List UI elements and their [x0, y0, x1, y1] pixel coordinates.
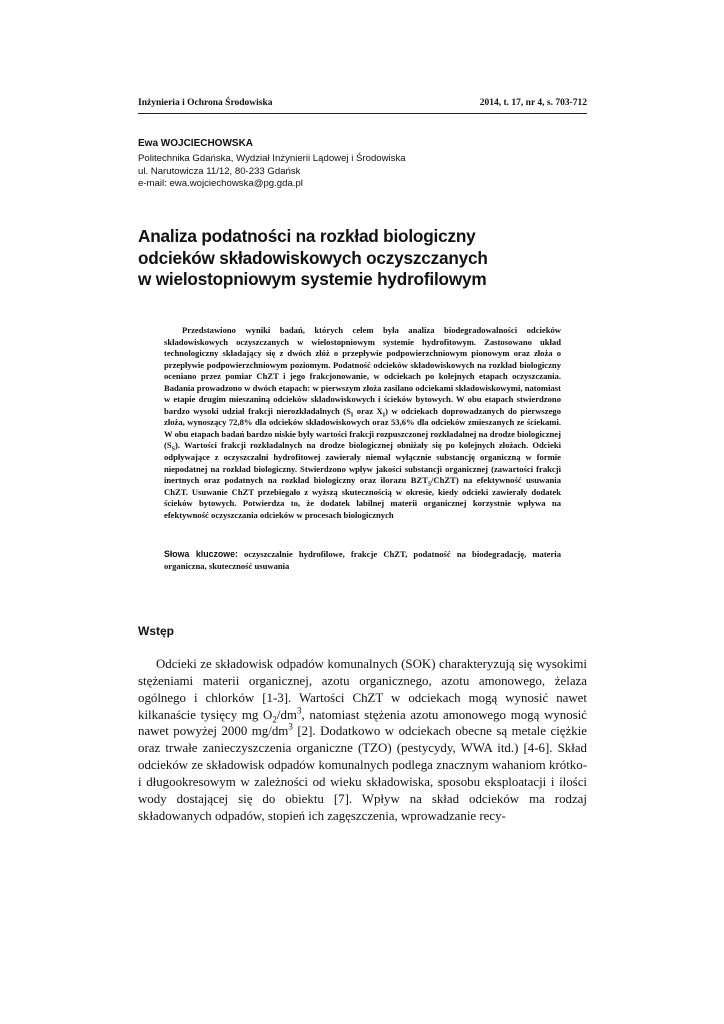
- superscript: 3: [296, 705, 302, 716]
- body-paragraph: [138, 656, 587, 824]
- keywords-text: oczyszczalnie hydrofilowe, frakcje ChZT, podatność na biodegradację, materia organiczna, skuteczność usuwania: [164, 549, 561, 571]
- author-email: e-mail: ewa.wojciechowska@pg.gda.pl: [138, 178, 303, 190]
- abstract-text: ). Wartości frakcji rozkładalnych na drodze biologicznej obniżały się po kolejnych złożach. Odcieki odpływające z oczyszczalni hydrofitowej zawierały niemal wyłącznie substancję organiczną w formie niepodatnej na rozkład biologiczny. Stwierdzono wpływ jakości substancji organicznej (zawartości frakcji inertnych oraz podatnych na rozkład biologiczny oraz ilorazu BZT: [164, 440, 561, 486]
- author-affiliation: Politechnika Gdańska, Wydział Inżynierii Lądowej i Środowiska: [138, 153, 406, 165]
- subscript: I: [350, 412, 354, 419]
- subscript: S: [171, 447, 176, 454]
- subscript: 5: [427, 481, 431, 488]
- paper-title: [138, 226, 587, 291]
- body-run: , natomiast stężenia azotu amonowego mogą wynosić nawet powyżej 2000 mg/dm: [138, 707, 587, 739]
- running-head: [138, 98, 587, 108]
- abstract-paragraph: [164, 325, 561, 521]
- author-name: Ewa WOJCIECHOWSKA: [138, 138, 254, 149]
- author-block: [138, 138, 587, 191]
- abstract-text: oraz X: [353, 405, 383, 416]
- body-run: Odcieki ze składowisk odpadów komunalnych (SOK) charakteryzują się wysokimi stężeniami materii organicznej, azotu organicznego, azotu amonowego, żelaza ogólnego i chlorków [1-3]. Wartości ChZT w odciekach mogą wynosić nawet kilkanaście tysięcy mg O: [138, 657, 587, 722]
- body-run: [2]. Dodatkowo w odciekach obecne są metale ciężkie oraz trwałe zanieczyszczenia organiczne (TZO) (pestycydy, WWA itd.) [4-6]. Skład odcieków ze składowisk odpadów komunalnych podlega znacznym wahaniom krótko- i długookresowym w zależności od wieku składowiska, sposobu eksploatacji i ilości wody dostającej się do obiektu [7]. Wpływ na skład odcieków ma rodzaj składowanych odpadów, stopień ich zagęszczenia, wprowadzanie recy-: [138, 724, 587, 823]
- keywords: [164, 549, 561, 572]
- subscript: 2: [272, 714, 277, 725]
- abstract-text: ) w odciekach doprowadzanych do pierwszego złoża, wynoszący 72,8% dla odcieków składowiskowych oraz 53,6% dla odcieków zmieszanych ze ściekami. W obu etapach badań bardzo niskie były wartości frakcji rozpuszczonej rozkładalnej na drodze biologicznej (S: [164, 405, 562, 451]
- journal-issue: 2014, t. 17, nr 4, s. 703-712: [479, 98, 587, 108]
- title-line: odcieków składowiskowych oczyszczanych: [138, 247, 488, 268]
- abstract-text: /ChZT) na efektywność usuwania ChZT. Usuwanie ChZT przebiegało z wyższą skutecznością w okresie, kiedy odcieki zawierały dodatek ścieków bytowych. Potwierdza to, że dodatek labilnej materii organicznej korzystnie wpływa na efektywność oczyszczania odcieków w procesach biologicznych: [164, 475, 561, 520]
- section-heading: Wstęp: [138, 624, 174, 638]
- body-text: [138, 656, 587, 824]
- header-rule: [138, 113, 587, 114]
- abstract: [164, 325, 561, 521]
- superscript: 3: [288, 722, 293, 733]
- title-line: Analiza podatności na rozkład biologiczny: [138, 226, 476, 246]
- journal-name: Inżynieria i Ochrona Środowiska: [138, 98, 273, 108]
- subscript: I: [382, 412, 386, 419]
- author-address: ul. Narutowicza 11/12, 80-233 Gdańsk: [138, 165, 301, 177]
- abstract-text: Przedstawiono wyniki badań, których celem była analiza biodegradowalności odcieków składowiskowych oczyszczanych w wielostopniowym systemie hydrofitowym. Zastosowano układ technologiczny składający się z dwóch złóż o przepływie podpowierzchniowym pionowym oraz złoża o przepływie podpowierzchniowym poziomym. Podatność odcieków składowiskowych na rozkład biologiczny oceniano przez pomiar ChZT i jego frakcjonowanie, w odciekach po kolejnych etapach oczyszczania. Badania prowadzono w dwóch etapach: w pierwszym złoża zasilano odciekami składowiskowymi, natomiast w etapie drugim mieszaniną odcieków składowiskowych i ścieków bytowych. W obu etapach stwierdzono bardzo wysoki udział frakcji nierozkładalnych (S: [164, 325, 561, 416]
- title-line: w wielostopniowym systemie hydrofilowym: [138, 269, 487, 289]
- keywords-label: Słowa kluczowe:: [164, 549, 238, 559]
- body-run: /dm: [276, 707, 297, 722]
